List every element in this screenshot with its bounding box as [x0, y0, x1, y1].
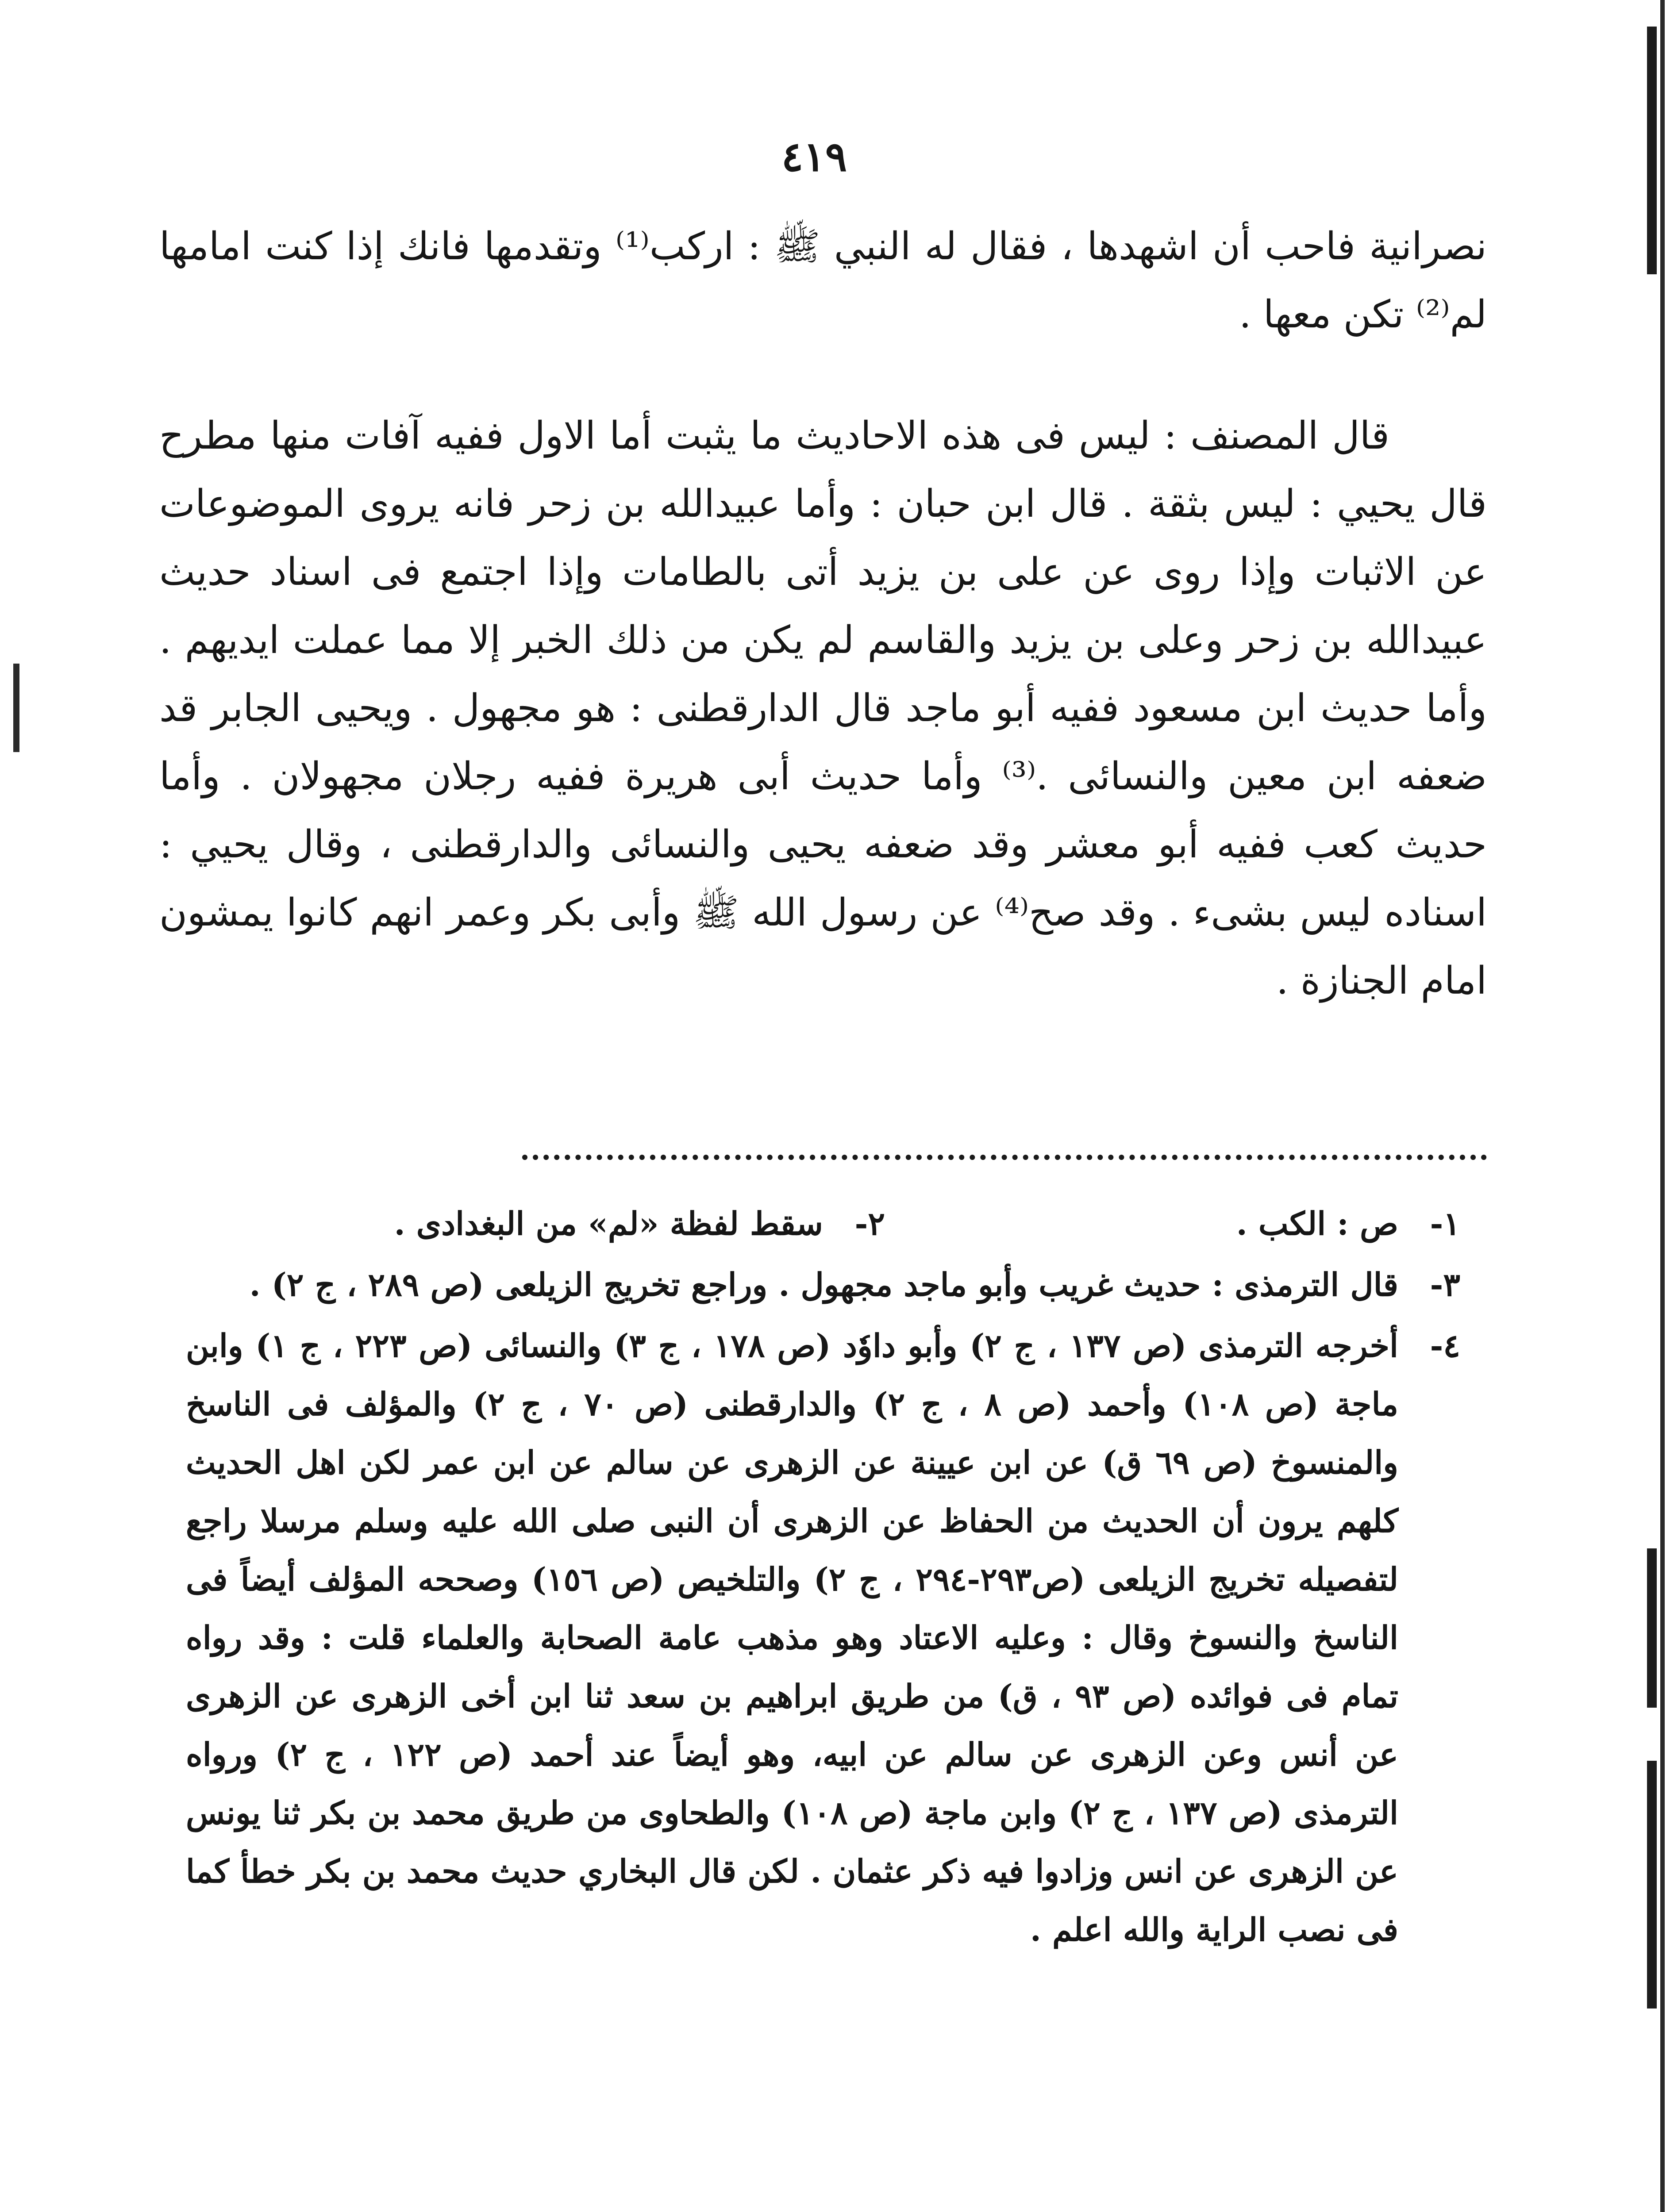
footnotes-section — [186, 1194, 1460, 1959]
footnote-3 — [186, 1256, 1460, 1314]
footnote-text: أخرجه الترمذى (ص ١٣٧ ، ج ٢) وأبو داوٗد (ص ١٧٨ ، ج ٣) والنسائى (ص ٢٢٣ ، ج ١) وابن ماجة (ص ١٠٨) وأحمد (ص ٨ ، ج ٢) والدارقطنى (ص ٧٠ ، ج ٢) والمؤلف فى الناسخ والمنسوخ (ص ٦٩ ق) عن ابن عيينة عن الزهرى عن سالم عن ابن عمر لكن اهل الحديث كلهم يرون أن الحديث من الحفاظ عن الزهرى أن النبى صلى الله عليه وسلم مرسلا راجع لتفصيله تخريج الزيلعى (ص٢٩٣-٢٩٤ ، ج ٢) والتلخيص (ص ١٥٦) وصححه المؤلف أيضاً فى الناسخ والنسوخ وقال : وعليه الاعتاد وهو مذهب عامة الصحابة والعلماء قلت : وقد رواه تمام فى فوائده (ص ٩٣ ، ق) من طريق ابراهيم بن سعد ثنا ابن أخى الزهرى عن الزهرى عن أنس وعن الزهرى عن سالم عن ابيه، وهو أيضاً عند أحمد (ص ١٢٢ ، ج ٢) ورواه الترمذى (ص ١٣٧ ، ج ٢) وابن ماجة (ص ١٠٨) والطحاوى من طريق محمد بن بكر ثنا يونس عن الزهرى عن انس وزادوا فيه ذكر عثمان . لكن قال البخاري حديث محمد بن بكر خطأ كما فى نصب الراية والله اعلم . — [186, 1327, 1399, 1948]
page-edge-mark — [1647, 1761, 1657, 2008]
footnote-number: ٣- — [1430, 1266, 1460, 1303]
footnote-4 — [186, 1317, 1460, 1959]
footnote-separator — [522, 1155, 1487, 1160]
footnote-text: سقط لفظة «لم» من البغدادى . — [394, 1205, 823, 1242]
footnote-number: ١- — [1430, 1205, 1460, 1242]
page-number: ٤١٩ — [781, 133, 847, 180]
footnote-2 — [394, 1194, 885, 1253]
footnote-1 — [885, 1194, 1460, 1253]
footnote-row — [186, 1194, 1460, 1253]
page-edge-shadow — [1660, 0, 1665, 2212]
footnote-text: ص : الكب . — [1236, 1205, 1398, 1242]
page-edge-mark — [13, 664, 19, 752]
main-paragraph: قال المصنف : ليس فى هذه الاحاديث ما يثبت أما الاول ففيه آفات منها مطرح قال يحيي : ليس بثقة . قال ابن حبان : وأما عبيدالله بن زحر فانه يروى الموضوعات عن الاثبات وإذا روى عن على بن يزيد أتى بالطامات وإذا اجتمع فى اسناد حديث عبيدالله بن زحر وعلى بن يزيد والقاسم لم يكن من ذلك الخبر إلا مما عملت ايديهم . وأما حديث ابن مسعود ففيه أبو ماجد قال الدارقطنى : هو مجهول . ويحيى الجابر قد ضعفه ابن معين والنسائى .⁽³⁾ وأما حديث أبى هريرة ففيه رجلان مجهولان . وأما حديث كعب ففيه أبو معشر وقد ضعفه يحيى والنسائى والدارقطنى ، وقال يحيي : اسناده ليس بشىء . وقد صح⁽⁴⁾ عن رسول الله ﷺ وأبى بكر وعمر انهم كانوا يمشون امام الجنازة . — [159, 414, 1487, 1003]
footnote-number: ٤- — [1430, 1327, 1460, 1364]
page-edge-mark — [1647, 1548, 1657, 1708]
main-paragraph: نصرانية فاحب أن اشهدها ، فقال له النبي ﷺ : اركب⁽¹⁾ وتقدمها فانك إذا كنت امامها لم⁽²⁾ تكن معها . — [159, 224, 1487, 337]
footnote-text: قال الترمذى : حديث غريب وأبو ماجد مجهول . وراجع تخريج الزيلعى (ص ٢٨٩ ، ج ٢) . — [249, 1266, 1398, 1303]
page-edge-mark — [1647, 27, 1657, 274]
main-text-body — [159, 212, 1487, 1015]
footnote-number: ٢- — [854, 1205, 885, 1242]
